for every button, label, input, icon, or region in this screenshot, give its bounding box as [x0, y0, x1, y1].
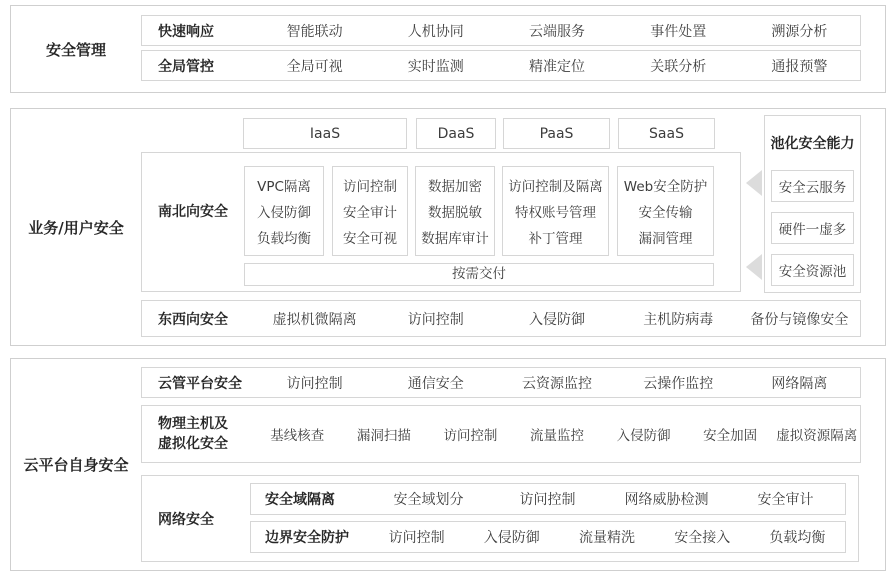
- pooled-title: 池化安全能力: [770, 136, 855, 152]
- capability-item: 安全审计: [343, 205, 397, 221]
- capability-item: 负载均衡: [257, 231, 311, 247]
- capability-item: 流量精洗: [579, 530, 635, 546]
- capability-item: 数据库审计: [421, 231, 489, 247]
- arrow-left-icon: [746, 170, 762, 196]
- capability-item: 网络隔离: [771, 375, 828, 392]
- capability-item: 安全可视: [343, 231, 397, 247]
- capability-item: 数据加密: [428, 179, 482, 195]
- capability-item: 通报预警: [771, 58, 828, 75]
- capability-item: 全局可视: [286, 58, 343, 75]
- capability-item: 漏洞管理: [638, 231, 693, 247]
- north-south-column: [244, 166, 324, 256]
- row-items: [254, 21, 860, 41]
- pooled-item-box: 硬件一虚多: [771, 212, 854, 244]
- capability-item: 访问控制: [343, 179, 397, 195]
- capability-item: 备份与镜像安全: [750, 311, 849, 328]
- north-south-column: [617, 166, 714, 256]
- row-items: [254, 424, 860, 444]
- row-label: 云管平台安全: [158, 375, 242, 392]
- capability-item: 网络威胁检测: [624, 492, 709, 508]
- capability-item: 溯源分析: [771, 23, 828, 40]
- capability-item: 安全接入: [674, 530, 731, 546]
- row-items: [254, 56, 860, 76]
- capability-item: 访问控制: [519, 492, 576, 508]
- saas-box: SaaS: [618, 118, 715, 149]
- section-content: [141, 359, 861, 570]
- row-items: [254, 373, 860, 393]
- capability-item: 云操作监控: [643, 375, 714, 392]
- business-user-security-section: [10, 108, 886, 346]
- capability-item: 访问控制及隔离: [508, 179, 603, 195]
- row-label: 安全域隔离: [265, 492, 335, 508]
- capability-item: 安全域划分: [393, 492, 464, 508]
- pooled-security-capability-box: [764, 115, 861, 293]
- row-label: 全局管控: [158, 58, 214, 75]
- capability-item: 主机防病毒: [643, 311, 714, 328]
- north-south-label: 南北向安全: [158, 204, 228, 220]
- capability-item: 访问控制: [388, 530, 445, 546]
- border-security-protection-row: [250, 521, 846, 553]
- global-control-row: [141, 50, 861, 81]
- paas-box: PaaS: [503, 118, 610, 149]
- row-items: [254, 309, 860, 329]
- row-label: 东西向安全: [158, 311, 228, 328]
- section-content: [141, 6, 861, 92]
- north-south-columns: [244, 166, 714, 256]
- section-label: 业务/用户安全: [28, 218, 124, 237]
- capability-item: 入侵防御: [616, 428, 671, 444]
- iaas-box: IaaS: [243, 118, 407, 149]
- security-domain-isolation-row: [250, 483, 846, 515]
- capability-item: 精准定位: [529, 58, 585, 75]
- capability-item: 数据脱敏: [428, 205, 482, 221]
- network-security-box: [141, 475, 859, 562]
- service-models-row: [243, 118, 715, 149]
- capability-item: 基线核查: [270, 428, 325, 444]
- north-south-security-box: [141, 152, 741, 292]
- row-items: [369, 527, 845, 547]
- section-label: 安全管理: [45, 40, 106, 59]
- network-security-label: 网络安全: [158, 511, 214, 528]
- capability-item: VPC隔离: [257, 179, 311, 195]
- capability-item: 入侵防御: [529, 311, 585, 328]
- daas-box: DaaS: [416, 118, 496, 149]
- capability-item: 访问控制: [443, 428, 498, 444]
- capability-item: 访问控制: [286, 375, 343, 392]
- capability-item: 关联分析: [650, 58, 707, 75]
- east-west-security-row: [141, 300, 861, 337]
- row-label: [142, 414, 254, 454]
- capability-item: 虚拟机微隔离: [272, 311, 357, 328]
- arrow-left-icon: [746, 254, 762, 280]
- north-south-column: [502, 166, 609, 256]
- section-content: [141, 109, 861, 345]
- north-south-column: [332, 166, 408, 256]
- physical-host-virtualization-row: [141, 405, 861, 463]
- row-label-line1: 物理主机及: [158, 416, 228, 432]
- capability-item: 智能联动: [286, 23, 343, 40]
- capability-item: 补丁管理: [528, 231, 583, 247]
- north-south-column: [415, 166, 495, 256]
- cloud-mgmt-platform-row: [141, 367, 861, 398]
- capability-item: 人机协同: [407, 23, 464, 40]
- row-label: 边界安全防护: [265, 530, 349, 546]
- capability-item: 流量监控: [530, 428, 585, 444]
- section-label: 云平台自身安全: [23, 456, 129, 474]
- capability-item: 云资源监控: [522, 375, 592, 392]
- capability-item: 实时监测: [407, 58, 464, 75]
- row-label: 快速响应: [158, 23, 214, 40]
- capability-item: 特权账号管理: [515, 205, 596, 221]
- security-management-section: [10, 5, 886, 93]
- pooled-item-box: 安全资源池: [771, 254, 854, 286]
- cloud-platform-security-section: [10, 358, 886, 571]
- row-label-line2: 虚拟化安全: [158, 436, 228, 452]
- pooled-item-box: 安全云服务: [771, 170, 854, 202]
- capability-item: 漏洞扫描: [356, 428, 411, 444]
- capability-item: 事件处置: [650, 23, 707, 40]
- capability-item: 安全审计: [757, 492, 814, 508]
- capability-item: 虚拟资源隔离: [776, 428, 858, 444]
- capability-item: 云端服务: [529, 23, 585, 40]
- capability-item: 安全传输: [638, 205, 693, 221]
- row-items: [369, 489, 845, 509]
- capability-item: 安全加固: [703, 428, 758, 444]
- capability-item: 入侵防御: [257, 205, 311, 221]
- on-demand-delivery-box: 按需交付: [244, 263, 714, 286]
- capability-item: Web安全防护: [623, 179, 708, 195]
- capability-item: 负载均衡: [769, 530, 826, 546]
- quick-response-row: [141, 15, 861, 46]
- capability-item: 通信安全: [407, 375, 464, 392]
- capability-item: 访问控制: [407, 311, 464, 328]
- capability-item: 入侵防御: [483, 530, 540, 546]
